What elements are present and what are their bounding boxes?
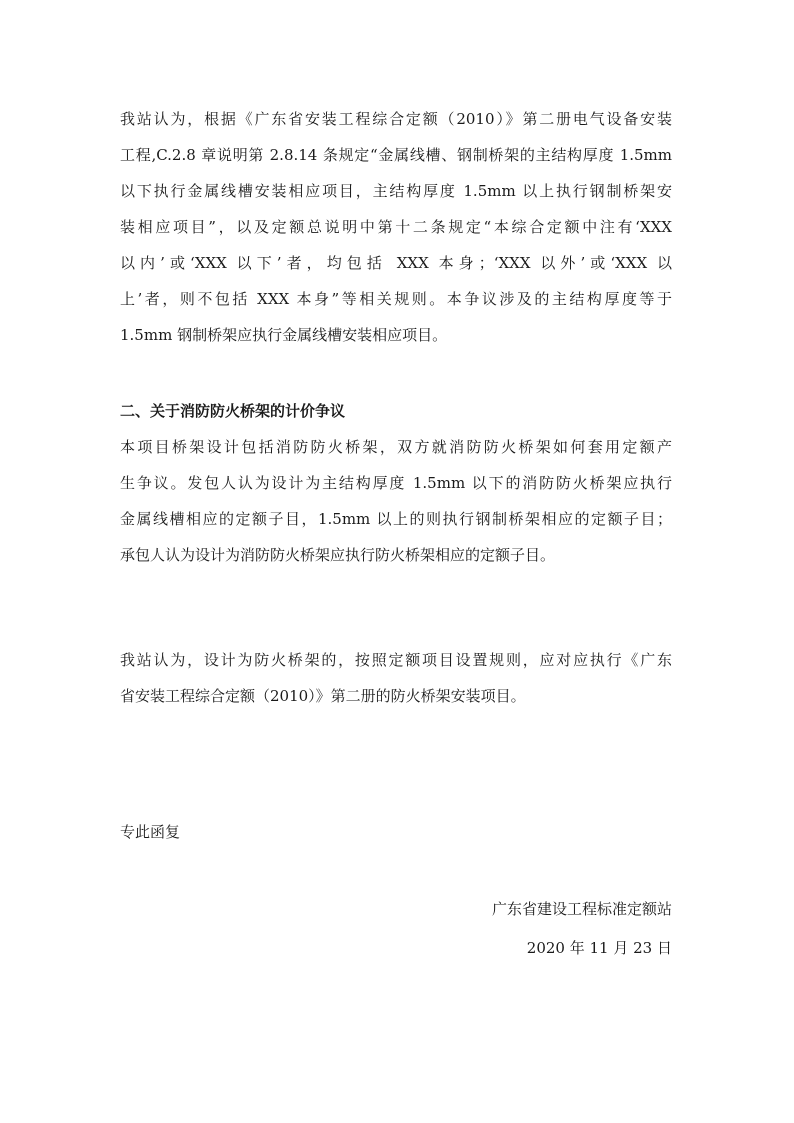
closing-remark (120, 814, 672, 850)
paragraph-3-line-1: 我站认为，设计为防火桥架的，按照定额项目设置规则，应对应执行《广东 (120, 651, 672, 669)
section-2-heading: 二、关于消防防火桥架的计价争议 (120, 402, 346, 420)
paragraph-1-line-2: 工程,C.2.8 章说明第 2.8.14 条规定“金属线槽、钢制桥架的主结构厚度 1.5mm (120, 146, 672, 164)
section-2-line-3: 金属线槽相应的定额子目，1.5mm 以上的则执行钢制桥架相应的定额子目； (120, 510, 672, 528)
section-2-line-2: 生争议。发包人认为设计为主结构厚度 1.5mm 以下的消防防火桥架应执行 (120, 474, 672, 492)
section-2-line-4: 承包人认为设计为消防防火桥架应执行防火桥架相应的定额子目。 (120, 546, 556, 564)
paragraph-3 (120, 642, 672, 714)
paragraph-1-line-1: 我站认为，根据《广东省安装工程综合定额（2010）》第二册电气设备安装 (120, 110, 672, 128)
closing-text: 专此函复 (120, 823, 181, 841)
paragraph-1-line-4: 装相应项目”，以及定额总说明中第十二条规定“本综合定额中注有‘XXX (120, 218, 672, 236)
paragraph-1-line-3: 以下执行金属线槽安装相应项目，主结构厚度 1.5mm 以上执行钢制桥架安 (120, 182, 672, 200)
paragraph-1-line-6: 上’者，则不包括 XXX 本身”等相关规则。本争议涉及的主结构厚度等于 (120, 290, 672, 308)
paragraph-1-line-5: 以内’或‘XXX 以下’者，均包括 XXX 本身；‘XXX 以外’或‘XXX 以 (120, 254, 672, 272)
paragraph-1-line-7: 1.5mm 钢制桥架应执行金属线槽安装相应项目。 (120, 326, 448, 344)
signature-date: 2020 年 11 月 23 日 (526, 939, 672, 957)
section-2 (120, 393, 672, 573)
paragraph-1 (120, 101, 672, 353)
section-2-line-1: 本项目桥架设计包括消防防火桥架，双方就消防防火桥架如何套用定额产 (120, 438, 672, 456)
signature-organization: 广东省建设工程标准定额站 (491, 900, 672, 918)
paragraph-3-line-2: 省安装工程综合定额（2010）》第二册的防火桥架安装项目。 (120, 687, 526, 705)
